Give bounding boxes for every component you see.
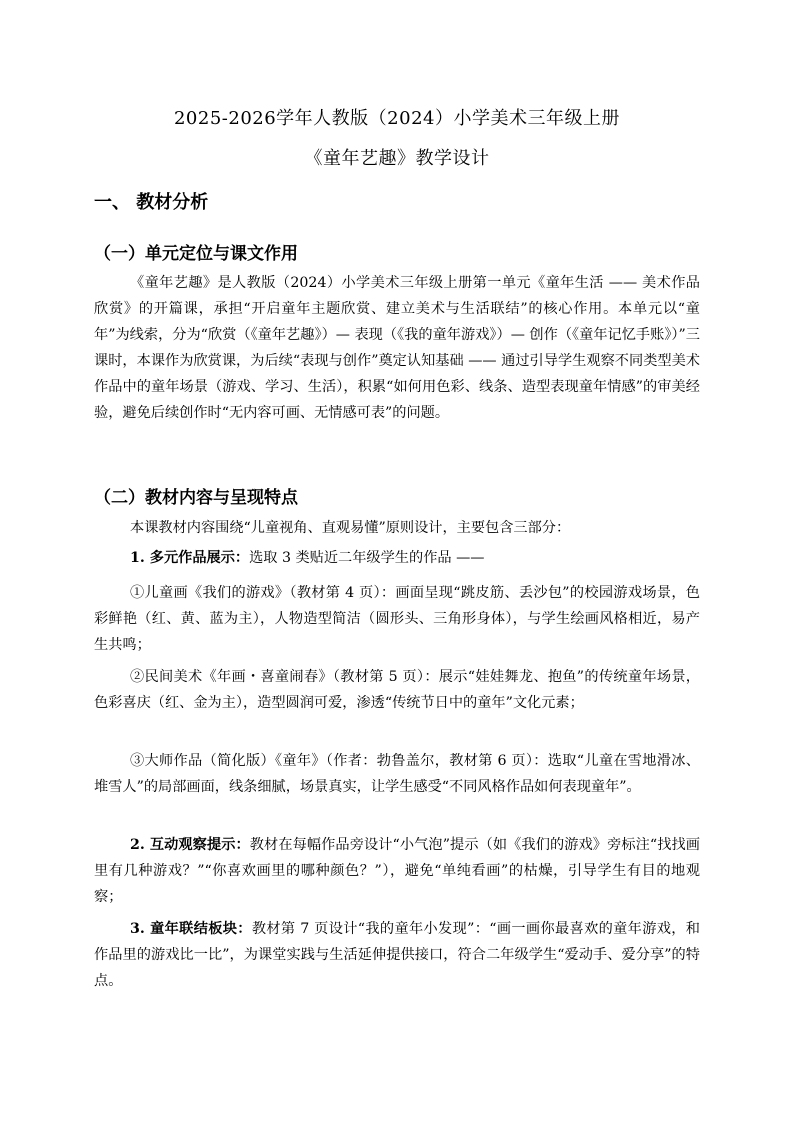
list-item-lead: 1. 多元作品展示：: [130, 550, 250, 566]
paragraph-work-master-painting: ③大师作品（简化版）《童年》（作者：勃鲁盖尔，教材第 6 页）：选取“儿童在雪地滑冰、堆雪人”的局部画面，线条细腻，场景真实，让学生感受“不同风格作品如何表现童年”。: [94, 753, 700, 795]
list-item-text: 选取 3 类贴近二年级学生的作品 ——: [249, 550, 485, 566]
list-item-lead: 2. 互动观察提示：: [130, 837, 250, 853]
paragraph-work-folk-art: ②民间美术《年画・喜童闹春》（教材第 5 页）：展示“娃娃舞龙、抱鱼”的传统童年场景，色彩喜庆（红、金为主），造型圆润可爱，渗透“传统节日中的童年”文化元素；: [94, 669, 700, 711]
list-item-text: 教材第 7 页设计“我的童年小发现”：“画一画你最喜欢的童年游戏，和作品里的游戏比一比”，为课堂实践与生活延伸提供接口，符合二年级学生“爱动手、爱分享”的特点。: [94, 921, 700, 989]
section-heading-textbook-analysis: 一、 教材分析: [94, 192, 209, 213]
list-item-childhood-link: [94, 916, 700, 994]
paragraph-unit-positioning: 《童年艺趣》是人教版（2024）小学美术三年级上册第一单元《童年生活 —— 美术作品欣赏》的开篇课，承担“开启童年主题欣赏、建立美术与生活联结”的核心作用。本单元以“童年”为线索，分为“欣赏（《童年艺趣》）— 表现（《我的童年游戏》）— 创作（《童年记忆手账》）”三课时，本课作为欣赏课，为后续“表现与创作”奠定认知基础 —— 通过引导学生观察不同类型美术作品中的童年场景（游戏、学习、生活），积累“如何用色彩、线条、造型表现童年情感”的审美经验，避免后续创作时“无内容可画、无情感可表”的问题。: [94, 275, 700, 421]
subsection-heading-unit-positioning: （一）单元定位与课文作用: [94, 244, 298, 264]
list-item-interactive-tips: [94, 832, 700, 910]
document-subtitle: 《童年艺趣》教学设计: [304, 148, 490, 169]
list-item-lead: 3. 童年联结板块：: [130, 921, 252, 937]
list-item-works-display: [94, 545, 700, 571]
list-item-text: 教材在每幅作品旁设计“小气泡”提示（如《我们的游戏》旁标注“找找画里有几种游戏？”“你喜欢画里的哪种颜色？”），避免“单纯看画”的枯燥，引导学生有目的地观察；: [94, 837, 700, 905]
subsection-heading-content-features: （二）教材内容与呈现特点: [94, 488, 298, 508]
paragraph-work-children-painting: ①儿童画《我们的游戏》（教材第 4 页）：画面呈现“跳皮筋、丢沙包”的校园游戏场景，色彩鲜艳（红、黄、蓝为主），人物造型简洁（圆形头、三角形身体），与学生绘画风格相近，易产生共鸣；: [94, 585, 700, 653]
paragraph-content-intro: 本课教材内容围绕“儿童视角、直观易懂”原则设计，主要包含三部分：: [130, 520, 571, 536]
document-title: 2025-2026学年人教版（2024）小学美术三年级上册: [173, 108, 620, 129]
